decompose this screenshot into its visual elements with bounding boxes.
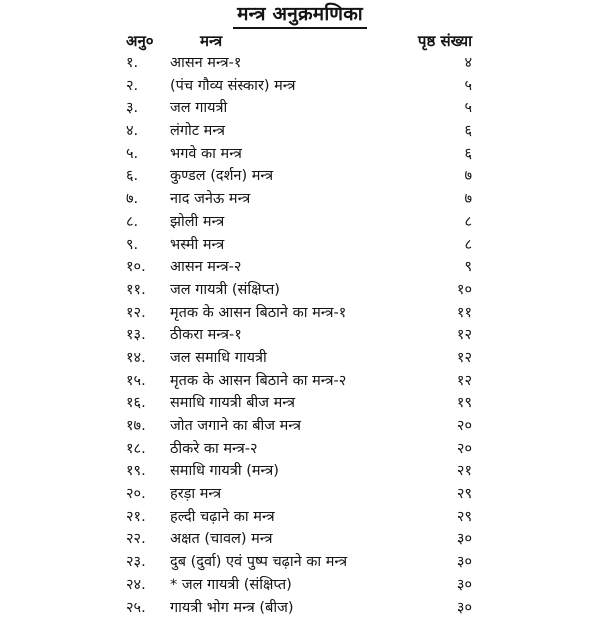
row-page-number: ६ xyxy=(464,120,472,143)
table-row xyxy=(0,97,600,120)
row-number: १८. xyxy=(126,438,146,461)
row-page-number: ११ xyxy=(457,302,472,325)
row-mantra-name: लंगोट मन्त्र xyxy=(170,120,225,143)
table-row xyxy=(0,302,600,325)
page-title xyxy=(0,2,600,29)
row-mantra-name: जल गायत्री xyxy=(170,97,227,120)
row-page-number: १९ xyxy=(457,392,472,415)
row-number: २२. xyxy=(126,528,146,551)
row-number: ६. xyxy=(126,165,138,188)
row-mantra-name: अक्षत (चावल) मन्त्र xyxy=(170,528,273,551)
row-page-number: २१ xyxy=(457,460,472,483)
table-row xyxy=(0,528,600,551)
table-row xyxy=(0,165,600,188)
table-row xyxy=(0,370,600,393)
row-page-number: १० xyxy=(457,279,472,302)
row-mantra-name: मृतक के आसन बिठाने का मन्त्र-२ xyxy=(170,370,346,393)
row-number: २. xyxy=(126,75,138,98)
row-mantra-name: जल गायत्री (संक्षिप्त) xyxy=(170,279,280,302)
row-mantra-name: (पंच गौव्य संस्कार) मन्त्र xyxy=(170,75,296,98)
row-page-number: २० xyxy=(457,415,472,438)
table-row xyxy=(0,256,600,279)
index-list xyxy=(0,52,600,619)
table-row xyxy=(0,574,600,597)
row-mantra-name: समाधि गायत्री (मन्त्र) xyxy=(170,460,279,483)
table-row xyxy=(0,392,600,415)
row-number: ३. xyxy=(126,97,138,120)
row-mantra-name: नाद जनेऊ मन्त्र xyxy=(170,188,250,211)
row-mantra-name: आसन मन्त्र-२ xyxy=(170,256,241,279)
row-page-number: २९ xyxy=(457,483,472,506)
title-text: मन्त्र अनुक्रमणिका xyxy=(233,2,367,29)
table-row xyxy=(0,234,600,257)
row-number: ११. xyxy=(126,279,146,302)
row-number: १. xyxy=(126,52,138,75)
table-row xyxy=(0,324,600,347)
table-row xyxy=(0,143,600,166)
row-mantra-name: आसन मन्त्र-१ xyxy=(170,52,241,75)
table-row xyxy=(0,506,600,529)
table-header xyxy=(0,30,600,52)
table-row xyxy=(0,211,600,234)
row-number: २५. xyxy=(126,597,146,619)
row-page-number: ६ xyxy=(464,143,472,166)
row-number: ८. xyxy=(126,211,138,234)
row-number: १०. xyxy=(126,256,146,279)
row-mantra-name: झोली मन्त्र xyxy=(170,211,224,234)
row-number: १५. xyxy=(126,370,146,393)
row-mantra-name: गायत्री भोग मन्त्र (बीज) xyxy=(170,597,294,619)
header-number: अनु० xyxy=(126,30,154,52)
table-row xyxy=(0,438,600,461)
row-mantra-name: जल समाधि गायत्री xyxy=(170,347,267,370)
row-number: २१. xyxy=(126,506,146,529)
row-number: १९. xyxy=(126,460,146,483)
row-page-number: २९ xyxy=(457,506,472,529)
row-mantra-name: समाधि गायत्री बीज मन्त्र xyxy=(170,392,295,415)
table-row xyxy=(0,52,600,75)
table-row xyxy=(0,551,600,574)
table-row xyxy=(0,460,600,483)
row-page-number: ७ xyxy=(464,165,472,188)
row-page-number: २० xyxy=(457,438,472,461)
row-mantra-name: भगवे का मन्त्र xyxy=(170,143,242,166)
row-page-number: १२ xyxy=(457,370,472,393)
row-page-number: ९ xyxy=(464,256,472,279)
row-mantra-name: जोत जगाने का बीज मन्त्र xyxy=(170,415,301,438)
row-page-number: ८ xyxy=(464,211,472,234)
row-page-number: ४ xyxy=(464,52,472,75)
table-row xyxy=(0,279,600,302)
row-page-number: ७ xyxy=(464,188,472,211)
table-row xyxy=(0,75,600,98)
row-mantra-name: ठीकरे का मन्त्र-२ xyxy=(170,438,258,461)
row-number: १२. xyxy=(126,302,146,325)
header-page: पृष्ठ संख्या xyxy=(418,30,472,52)
header-name: मन्त्र xyxy=(200,30,222,52)
row-number: २३. xyxy=(126,551,146,574)
row-mantra-name: हरड़ा मन्त्र xyxy=(170,483,221,506)
row-number: १७. xyxy=(126,415,146,438)
row-mantra-name: हल्दी चढ़ाने का मन्त्र xyxy=(170,506,275,529)
row-number: १६. xyxy=(126,392,146,415)
table-row xyxy=(0,188,600,211)
row-number: १४. xyxy=(126,347,146,370)
row-page-number: ५ xyxy=(464,97,472,120)
row-mantra-name: मृतक के आसन बिठाने का मन्त्र-१ xyxy=(170,302,346,325)
row-mantra-name: दुब (दुर्वा) एवं पुष्प चढ़ाने का मन्त्र xyxy=(170,551,347,574)
row-mantra-name: * जल गायत्री (संक्षिप्त) xyxy=(170,574,292,597)
row-page-number: ८ xyxy=(464,234,472,257)
row-number: ५. xyxy=(126,143,138,166)
row-mantra-name: कुण्डल (दर्शन) मन्त्र xyxy=(170,165,273,188)
row-page-number: १२ xyxy=(457,324,472,347)
row-number: २०. xyxy=(126,483,146,506)
row-page-number: ३० xyxy=(457,597,472,619)
row-page-number: ५ xyxy=(464,75,472,98)
row-number: ९. xyxy=(126,234,138,257)
row-mantra-name: ठीकरा मन्त्र-१ xyxy=(170,324,242,347)
row-page-number: ३० xyxy=(457,574,472,597)
table-row xyxy=(0,483,600,506)
row-page-number: १२ xyxy=(457,347,472,370)
table-row xyxy=(0,120,600,143)
row-number: ४. xyxy=(126,120,138,143)
row-page-number: ३० xyxy=(457,551,472,574)
table-row xyxy=(0,415,600,438)
table-row xyxy=(0,347,600,370)
row-number: १३. xyxy=(126,324,146,347)
row-mantra-name: भस्मी मन्त्र xyxy=(170,234,224,257)
row-number: ७. xyxy=(126,188,138,211)
row-page-number: ३० xyxy=(457,528,472,551)
row-number: २४. xyxy=(126,574,146,597)
